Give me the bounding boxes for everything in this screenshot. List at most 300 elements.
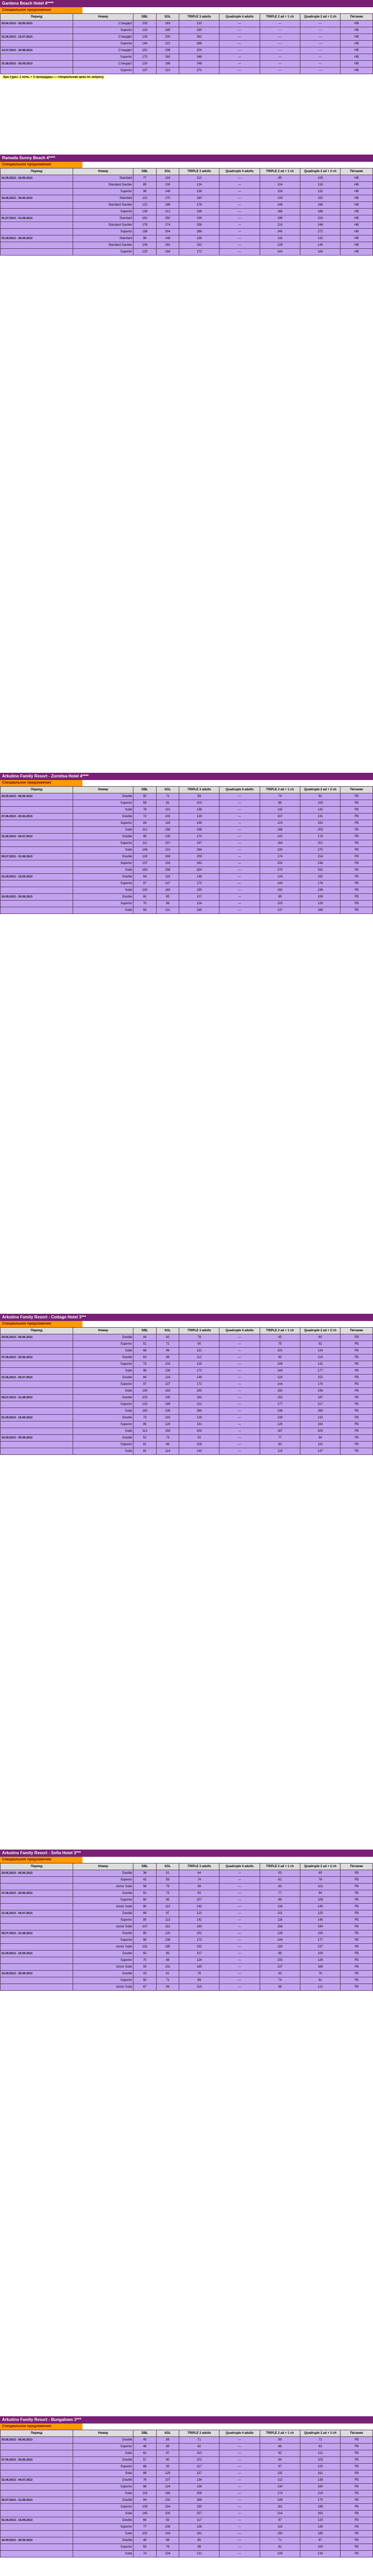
column-header: SGL <box>156 1328 179 1334</box>
room-cell: Suite <box>73 2551 133 2557</box>
price-cell: 238 <box>156 47 179 54</box>
table-row <box>1 2477 373 2484</box>
table-row <box>1 2524 373 2531</box>
price-cell: 210 <box>179 21 219 27</box>
price-cell: 71 <box>179 2437 219 2444</box>
price-cell: FB <box>341 2517 373 2524</box>
period-cell <box>1 1381 73 1388</box>
price-cell: 167 <box>260 1428 300 1435</box>
special-offer-label: Специальное предложение <box>0 780 82 786</box>
table-row <box>1 2450 373 2457</box>
price-cell: 152 <box>300 1375 341 1381</box>
hotel-title: Arkutino Family Resort - Zornitsa Hotel 4**** <box>0 773 373 780</box>
price-cell: — <box>219 1348 260 1354</box>
price-cell: — <box>219 1897 260 1904</box>
table-row <box>1 2437 373 2444</box>
table-row <box>1 229 373 235</box>
price-cell: — <box>219 1964 260 1971</box>
period-cell: 01.09.2013 - 15.09.2013 <box>1 1415 73 1421</box>
special-offer-label: Специальное предложение <box>0 1321 82 1327</box>
period-cell <box>1 249 73 256</box>
price-cell: 102 <box>133 2531 156 2537</box>
price-cell: 43 <box>133 1971 156 1977</box>
price-cell: — <box>219 840 260 847</box>
price-cell: 284 <box>179 1408 219 1415</box>
price-cell: 192 <box>260 1388 300 1395</box>
price-cell: — <box>300 67 341 74</box>
price-cell: 118 <box>260 1904 300 1910</box>
price-cell: 119 <box>179 1984 219 1991</box>
price-cell: — <box>219 2504 260 2511</box>
price-cell: 89 <box>156 1354 179 1361</box>
price-cell: 144 <box>156 2531 179 2537</box>
price-cell: 258 <box>156 867 179 874</box>
price-cell: FB <box>341 1341 373 1348</box>
price-cell: 137 <box>260 1964 300 1971</box>
price-cell: 270 <box>300 847 341 854</box>
price-cell: 73 <box>156 1435 179 1442</box>
price-cell: 144 <box>260 1381 300 1388</box>
column-header: Период <box>1 787 73 793</box>
price-cell: 51 <box>133 1341 156 1348</box>
table-row <box>1 1401 373 1408</box>
price-cell: 62 <box>133 2450 156 2457</box>
price-cell: 78 <box>133 807 156 814</box>
price-cell: 65 <box>156 2444 179 2450</box>
price-cell: — <box>260 21 300 27</box>
price-cell: FB <box>341 1408 373 1415</box>
price-cell: 118 <box>156 1375 179 1381</box>
period-cell: 07.06.2013 - 20.06.2013 <box>1 2457 73 2464</box>
price-cell: 48 <box>133 2537 156 2544</box>
price-cell: 65 <box>260 1334 300 1341</box>
table-row <box>1 1442 373 1448</box>
period-cell <box>1 2544 73 2551</box>
price-cell: 96 <box>156 1348 179 1354</box>
price-cell: 168 <box>300 202 341 209</box>
price-cell: — <box>260 54 300 61</box>
period-cell <box>1 27 73 34</box>
price-cell: 205 <box>300 1428 341 1435</box>
column-header: TRIPLE 2 ad + 1 ch <box>260 168 300 175</box>
price-cell: 137 <box>133 860 156 867</box>
price-cell: 63 <box>260 1971 300 1977</box>
price-cell: 157 <box>179 2470 219 2477</box>
price-cell: 71 <box>156 1977 179 1984</box>
column-header: Питание <box>341 787 373 793</box>
price-cell: 114 <box>156 1448 179 1455</box>
column-header: TRIPLE 2 ad + 1 ch <box>260 1328 300 1334</box>
table-row <box>1 907 373 914</box>
price-cell: — <box>300 21 341 27</box>
price-cell: 98 <box>133 1368 156 1375</box>
hotel-title: Ramada Sunny Beach 4**** <box>0 155 373 162</box>
price-cell: 83 <box>300 2444 341 2450</box>
price-cell: — <box>219 182 260 189</box>
price-cell: 304 <box>156 229 179 235</box>
price-cell: — <box>219 1870 260 1877</box>
price-cell: 145 <box>300 1904 341 1910</box>
price-cell: 272 <box>179 67 219 74</box>
table-row <box>1 1930 373 1937</box>
price-cell: 148 <box>156 235 179 242</box>
column-header: TRIPLE 2 ad + 1 ch <box>260 787 300 793</box>
price-cell: 156 <box>179 2484 219 2490</box>
price-cell: 55 <box>133 2544 156 2551</box>
price-cell: — <box>219 1944 260 1951</box>
price-cell: 154 <box>156 2504 179 2511</box>
price-cell: 92 <box>179 1890 219 1897</box>
period-cell <box>1 2450 73 2457</box>
period-cell: 07.06.2013 - 20.06.2013 <box>1 1354 73 1361</box>
price-cell: FB <box>341 880 373 887</box>
price-cell: 60 <box>133 894 156 901</box>
price-cell: 119 <box>260 1448 300 1455</box>
period-cell <box>1 1408 73 1415</box>
column-header: SGL <box>156 787 179 793</box>
price-cell: 192 <box>260 887 300 894</box>
price-cell: 80 <box>133 1904 156 1910</box>
price-table <box>0 786 373 914</box>
price-cell: 203 <box>300 827 341 834</box>
price-cell: 332 <box>300 867 341 874</box>
period-cell: 20.05.2013 - 06.06.2013 <box>1 793 73 800</box>
price-cell: — <box>219 222 260 229</box>
room-cell: Superior <box>73 820 133 827</box>
price-cell: — <box>219 209 260 215</box>
price-cell: 166 <box>156 854 179 860</box>
price-cell: 232 <box>179 1944 219 1951</box>
price-cell: FB <box>341 2551 373 2557</box>
price-cell: 82 <box>179 2444 219 2450</box>
period-cell: 21.06.2013 - 04.07.2013 <box>1 1910 73 1917</box>
price-cell: 46 <box>133 2444 156 2450</box>
price-cell: — <box>219 2457 260 2464</box>
price-cell: 110 <box>300 1442 341 1448</box>
price-cell: — <box>219 874 260 880</box>
price-cell: 181 <box>179 2531 219 2537</box>
price-cell: FB <box>341 2544 373 2551</box>
period-cell <box>1 1368 73 1375</box>
price-cell: 183 <box>133 867 156 874</box>
price-cell: 148 <box>156 189 179 195</box>
room-cell: Superior <box>73 800 133 807</box>
price-cell: 131 <box>179 2551 219 2557</box>
table-row <box>1 874 373 880</box>
price-cell: 184 <box>156 249 179 256</box>
period-cell <box>1 1937 73 1944</box>
period-cell: 21.06.2013 - 04.07.2013 <box>1 1375 73 1381</box>
price-cell: FB <box>341 1977 373 1984</box>
table-row <box>1 242 373 249</box>
price-cell: 163 <box>156 21 179 27</box>
column-header: Номер <box>73 168 133 175</box>
period-cell: 07.06.2013 - 20.06.2013 <box>1 1890 73 1897</box>
room-cell: Superior <box>73 1361 133 1368</box>
price-cell: 162 <box>156 242 179 249</box>
column-header: Quadruple 2 ad + 2 ch <box>300 14 341 21</box>
price-cell: 109 <box>300 1897 341 1904</box>
price-cell: 56 <box>156 2437 179 2444</box>
period-cell: 16.09.2013 - 30.09.2013 <box>1 894 73 901</box>
room-cell: Double <box>73 2457 133 2464</box>
room-cell: Suite <box>73 907 133 914</box>
room-cell: Superior <box>73 1341 133 1348</box>
table-row <box>1 47 373 54</box>
price-cell: — <box>219 1395 260 1401</box>
price-cell: FB <box>341 1395 373 1401</box>
period-cell: 01.07.2013 - 31.08.2013 <box>1 215 73 222</box>
price-cell: 81 <box>133 1448 156 1455</box>
price-cell: 108 <box>156 2524 179 2531</box>
price-cell: 82 <box>156 800 179 807</box>
price-cell: FB <box>341 1334 373 1341</box>
period-cell <box>1 2484 73 2490</box>
price-cell: 183 <box>156 887 179 894</box>
price-cell: 147 <box>300 1448 341 1455</box>
price-cell: 89 <box>260 1897 300 1904</box>
price-cell: 118 <box>133 854 156 860</box>
price-cell: 262 <box>179 34 219 41</box>
price-cell: 83 <box>260 1884 300 1890</box>
price-cell: — <box>219 2484 260 2490</box>
price-cell: — <box>219 1917 260 1924</box>
period-cell <box>1 41 73 47</box>
price-cell: — <box>219 1435 260 1442</box>
price-cell: — <box>219 1408 260 1415</box>
table-row <box>1 2484 373 2490</box>
price-cell: 112 <box>179 1354 219 1361</box>
table-row <box>1 27 373 34</box>
price-cell: 72 <box>300 2437 341 2444</box>
column-header: TRIPLE 2 ad + 1 ch <box>260 14 300 21</box>
price-cell: 103 <box>179 800 219 807</box>
price-cell: 77 <box>133 2524 156 2531</box>
price-cell: 166 <box>260 209 300 215</box>
price-cell: 348 <box>179 54 219 61</box>
price-cell: 129 <box>179 1415 219 1421</box>
room-cell: Suite <box>73 1348 133 1354</box>
period-cell <box>1 2490 73 2497</box>
table-row <box>1 222 373 229</box>
table-row <box>1 61 373 67</box>
price-cell: 110 <box>133 195 156 202</box>
table-row <box>1 202 373 209</box>
period-cell <box>1 222 73 229</box>
price-cell: — <box>300 41 341 47</box>
period-cell <box>1 847 73 854</box>
price-cell: FB <box>341 807 373 814</box>
column-header: Период <box>1 168 73 175</box>
price-cell: 78 <box>156 2544 179 2551</box>
room-cell: Superior <box>73 1977 133 1984</box>
price-cell: 93 <box>133 907 156 914</box>
column-header: TRIPLE 3 adults <box>179 168 219 175</box>
price-cell: 77 <box>260 1435 300 1442</box>
price-cell: — <box>219 2497 260 2504</box>
price-cell: 230 <box>179 1388 219 1395</box>
price-cell: — <box>219 229 260 235</box>
price-cell: 170 <box>300 2497 341 2504</box>
price-cell: 130 <box>133 1388 156 1395</box>
price-cell: 85 <box>179 2537 219 2544</box>
price-cell: 85 <box>156 1951 179 1957</box>
price-cell: 174 <box>260 2490 300 2497</box>
price-cell: 165 <box>179 1964 219 1971</box>
price-cell: 75 <box>260 1341 300 1348</box>
price-cell: 108 <box>260 1415 300 1421</box>
price-cell: — <box>260 47 300 54</box>
price-cell: 89 <box>133 2470 156 2477</box>
price-cell: — <box>219 2464 260 2470</box>
price-cell: 248 <box>300 860 341 867</box>
price-cell: 158 <box>260 1924 300 1930</box>
room-cell: Suite <box>73 847 133 854</box>
table-row <box>1 1341 373 1348</box>
hotel-block <box>0 1314 373 1455</box>
period-cell <box>1 67 73 74</box>
price-cell: 324 <box>179 47 219 54</box>
period-cell <box>1 1421 73 1428</box>
price-cell: FB <box>341 1951 373 1957</box>
price-cell: FB <box>341 887 373 894</box>
room-cell: Superior <box>73 860 133 867</box>
price-cell: — <box>300 34 341 41</box>
price-cell: 98 <box>156 901 179 907</box>
price-cell: — <box>219 1884 260 1890</box>
table-row <box>1 1890 373 1897</box>
room-cell: Superior <box>73 1877 133 1884</box>
price-cell: HB <box>341 215 373 222</box>
price-cell: — <box>219 800 260 807</box>
table-row <box>1 1421 373 1428</box>
period-cell <box>1 54 73 61</box>
price-cell: FB <box>341 2444 373 2450</box>
price-cell: 126 <box>300 901 341 907</box>
price-cell: 170 <box>179 834 219 840</box>
table-row <box>1 1361 373 1368</box>
room-cell: Double <box>73 1870 133 1877</box>
table-row <box>1 827 373 834</box>
price-cell: FB <box>341 1388 373 1395</box>
price-cell: — <box>219 887 260 894</box>
special-offer-label: Специальное предложение <box>0 2424 82 2430</box>
table-row <box>1 209 373 215</box>
price-cell: 152 <box>300 195 341 202</box>
price-cell: 116 <box>260 235 300 242</box>
column-header: Период <box>1 14 73 21</box>
period-cell: 01.09.2013 - 15.09.2013 <box>1 2517 73 2524</box>
price-cell: 118 <box>300 182 341 189</box>
period-cell <box>1 1977 73 1984</box>
price-cell: 145 <box>133 2511 156 2517</box>
column-header: Quadruple 4 adults <box>219 14 260 21</box>
column-header: Quadruple 4 adults <box>219 168 260 175</box>
price-cell: FB <box>341 1381 373 1388</box>
room-cell: Double <box>73 1435 133 1442</box>
price-cell: 68 <box>156 2537 179 2544</box>
price-cell: 141 <box>300 807 341 814</box>
price-cell: 177 <box>260 1401 300 1408</box>
price-cell: 97 <box>260 2464 300 2470</box>
hotel-note: Spa-туры: 1 ночь + 3 процедуры — специальная цена по запросу <box>0 74 373 80</box>
table-row <box>1 1388 373 1395</box>
price-cell: 124 <box>260 874 300 880</box>
price-cell: 70 <box>133 1957 156 1964</box>
price-cell: 112 <box>133 827 156 834</box>
table-row <box>1 1904 373 1910</box>
table-row <box>1 1957 373 1964</box>
room-cell: Double <box>73 1910 133 1917</box>
column-header: DBL <box>133 168 156 175</box>
price-cell: 176 <box>300 1381 341 1388</box>
column-header: TRIPLE 3 adults <box>179 1328 219 1334</box>
price-cell: 129 <box>179 1361 219 1368</box>
price-table <box>0 2430 373 2557</box>
price-cell: HB <box>341 34 373 41</box>
column-header: Номер <box>73 14 133 21</box>
price-cell: 176 <box>179 202 219 209</box>
price-cell: 97 <box>260 2517 300 2524</box>
price-cell: FB <box>341 2537 373 2544</box>
price-cell: 107 <box>260 814 300 820</box>
period-cell: 05.07.2013 - 31.08.2013 <box>1 854 73 860</box>
table-row <box>1 1334 373 1341</box>
price-cell: FB <box>341 2477 373 2484</box>
price-cell: 118 <box>156 820 179 827</box>
table-row <box>1 1354 373 1361</box>
column-header: Период <box>1 1863 73 1870</box>
price-cell: 194 <box>300 1924 341 1930</box>
price-cell: 187 <box>300 1395 341 1401</box>
price-cell: 77 <box>133 175 156 182</box>
price-cell: HB <box>341 229 373 235</box>
price-cell: 120 <box>300 2517 341 2524</box>
room-cell: Double <box>73 834 133 840</box>
price-cell: 50 <box>133 1977 156 1984</box>
price-cell: 92 <box>300 1341 341 1348</box>
period-cell <box>1 1877 73 1884</box>
period-cell <box>1 1897 73 1904</box>
price-cell: 246 <box>300 222 341 229</box>
price-cell: FB <box>341 1442 373 1448</box>
table-row <box>1 1408 373 1415</box>
period-cell: 20.05.2013 - 06.06.2013 <box>1 1334 73 1341</box>
price-cell: — <box>219 1375 260 1381</box>
price-cell: — <box>219 2517 260 2524</box>
room-cell: Standard Garden <box>73 222 133 229</box>
room-cell: Standard Garden <box>73 202 133 209</box>
period-cell <box>1 2524 73 2531</box>
room-cell: Suite <box>73 1408 133 1415</box>
room-cell: Superior <box>73 1381 133 1388</box>
price-cell: 290 <box>300 1408 341 1415</box>
price-cell: 131 <box>156 907 179 914</box>
special-offer-label: Специальное предложение <box>0 162 82 168</box>
price-cell: 124 <box>179 182 219 189</box>
room-cell: Standard Garden <box>73 182 133 189</box>
column-header: Quadruple 2 ad + 2 ch <box>300 2430 341 2437</box>
room-cell: Junior Suite <box>73 1924 133 1930</box>
price-cell: 137 <box>156 1381 179 1388</box>
price-cell: FB <box>341 1421 373 1428</box>
table-row <box>1 793 373 800</box>
price-cell: 96 <box>133 235 156 242</box>
price-cell: 151 <box>156 1924 179 1930</box>
period-cell <box>1 860 73 867</box>
price-cell: FB <box>341 2470 373 2477</box>
price-table <box>0 168 373 256</box>
